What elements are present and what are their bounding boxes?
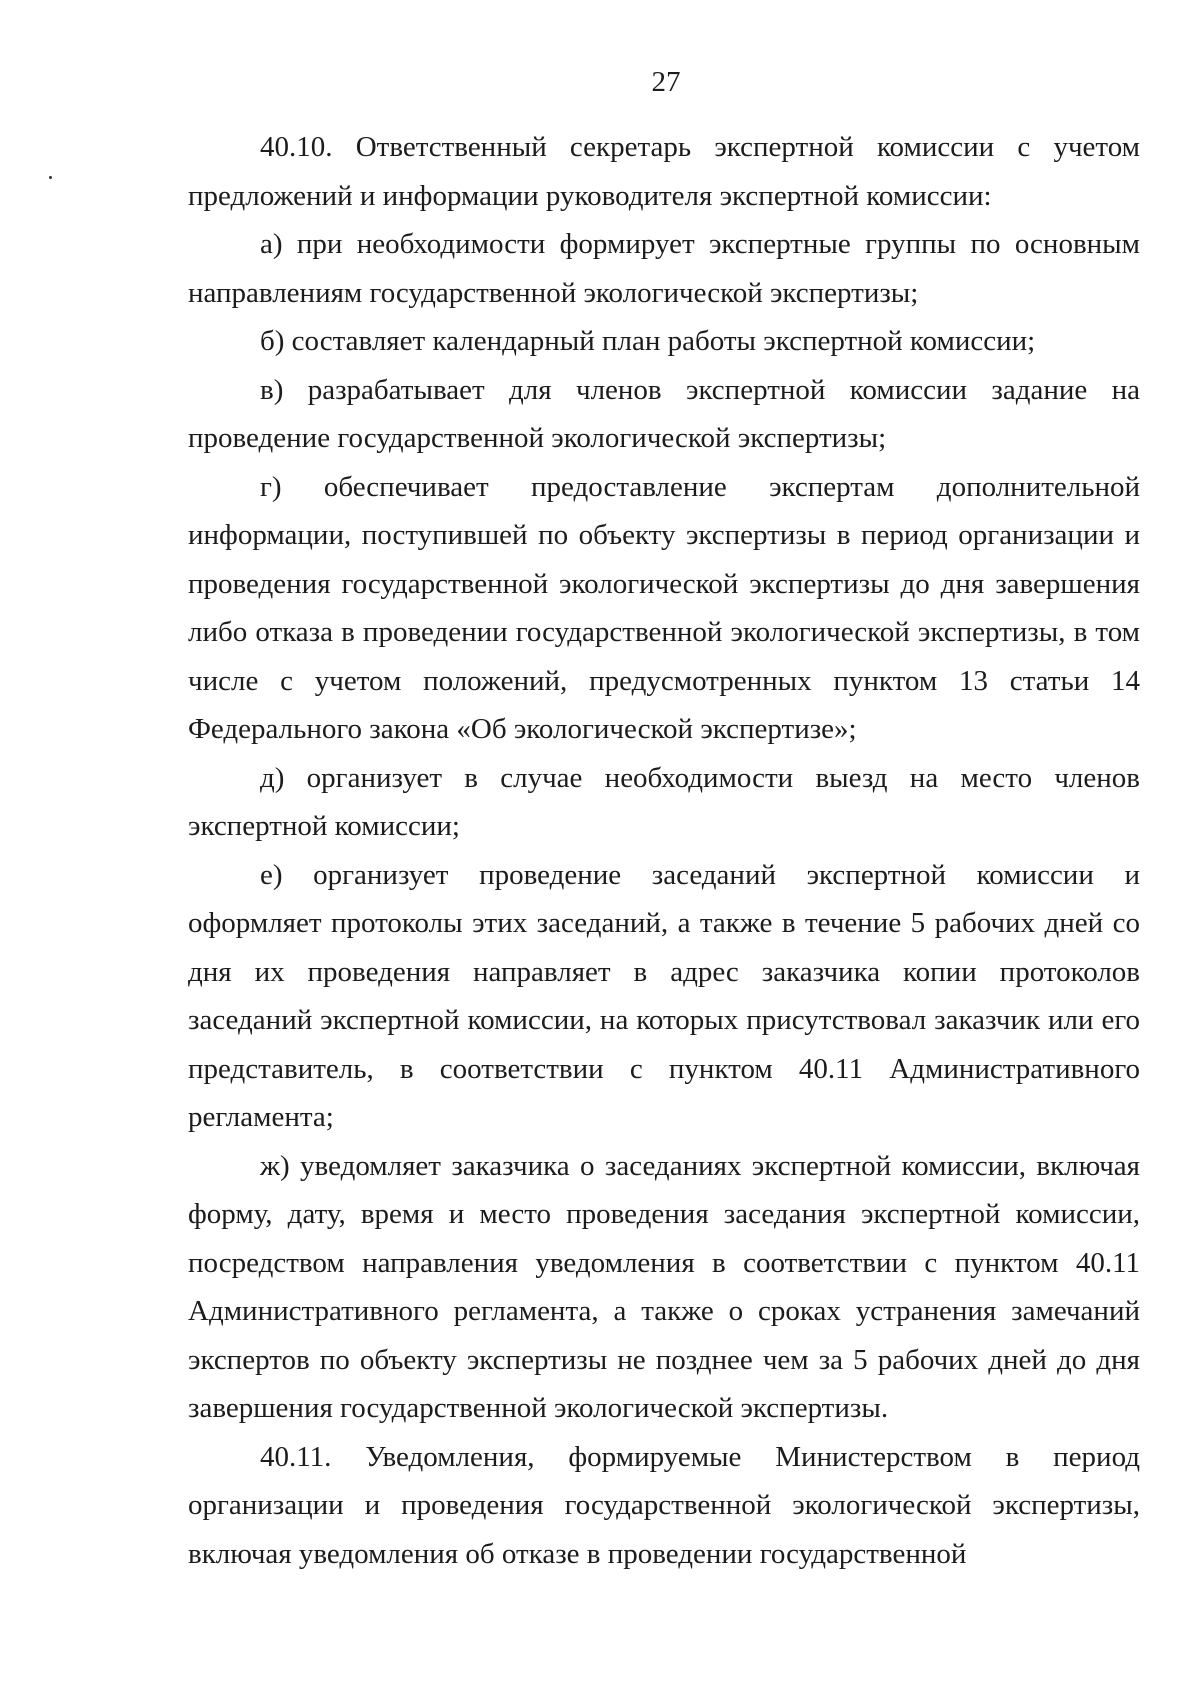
paragraph-item-e: е) организует проведение заседаний экспертной комиссии и оформляет протоколы этих заседаний, а также в течение 5 рабочих дней со дня их проведения направляет в адрес заказчика копии протоколов заседаний экспертной комиссии, на которых присутствовал заказчик или его представитель, в соответствии с пунктом 40.11 Административного регламента; bbox=[188, 858, 1140, 1133]
paragraph-item-b: б) составляет календарный план работы экспертной комиссии; bbox=[260, 325, 1036, 357]
document-body bbox=[188, 123, 1140, 1578]
paragraph-item-zh: ж) уведомляет заказчика о заседаниях экспертной комиссии, включая форму, дату, время и место проведения заседания экспертной комиссии, посредством направления уведомления в соответствии с пунктом 40.11 Административного регламента, а также о сроках устранения замечаний экспертов по объекту экспертизы не позднее чем за 5 рабочих дней до дня завершения государственной экологической экспертизы. bbox=[188, 1149, 1140, 1424]
paragraph-item-a: а) при необходимости формирует экспертные группы по основным направлениям государственной экологической экспертизы; bbox=[188, 228, 1140, 309]
scan-artifact-dot bbox=[49, 176, 52, 179]
paragraph-40-10: 40.10. Ответственный секретарь экспертной комиссии с учетом предложений и информации руководителя экспертной комиссии: bbox=[188, 131, 1140, 212]
paragraph-item-g: г) обеспечивает предоставление экспертам дополнительной информации, поступившей по объекту экспертизы в период организации и проведения государственной экологической экспертизы до дня завершения либо отказа в проведении государственной экологической экспертизы, в том числе с учетом положений, предусмотренных пунктом 13 статьи 14 Федерального закона «Об экологической экспертизе»; bbox=[188, 470, 1140, 745]
paragraph-40-11: 40.11. Уведомления, формируемые Министерством в период организации и проведения государственной экологической экспертизы, включая уведомления об отказе в проведении государственной bbox=[188, 1440, 1140, 1570]
paragraph-item-v: в) разрабатывает для членов экспертной комиссии задание на проведение государственной экологической экспертизы; bbox=[188, 373, 1140, 454]
paragraph-item-d: д) организует в случае необходимости выезд на место членов экспертной комиссии; bbox=[188, 761, 1140, 842]
page-number: 27 bbox=[651, 66, 681, 98]
